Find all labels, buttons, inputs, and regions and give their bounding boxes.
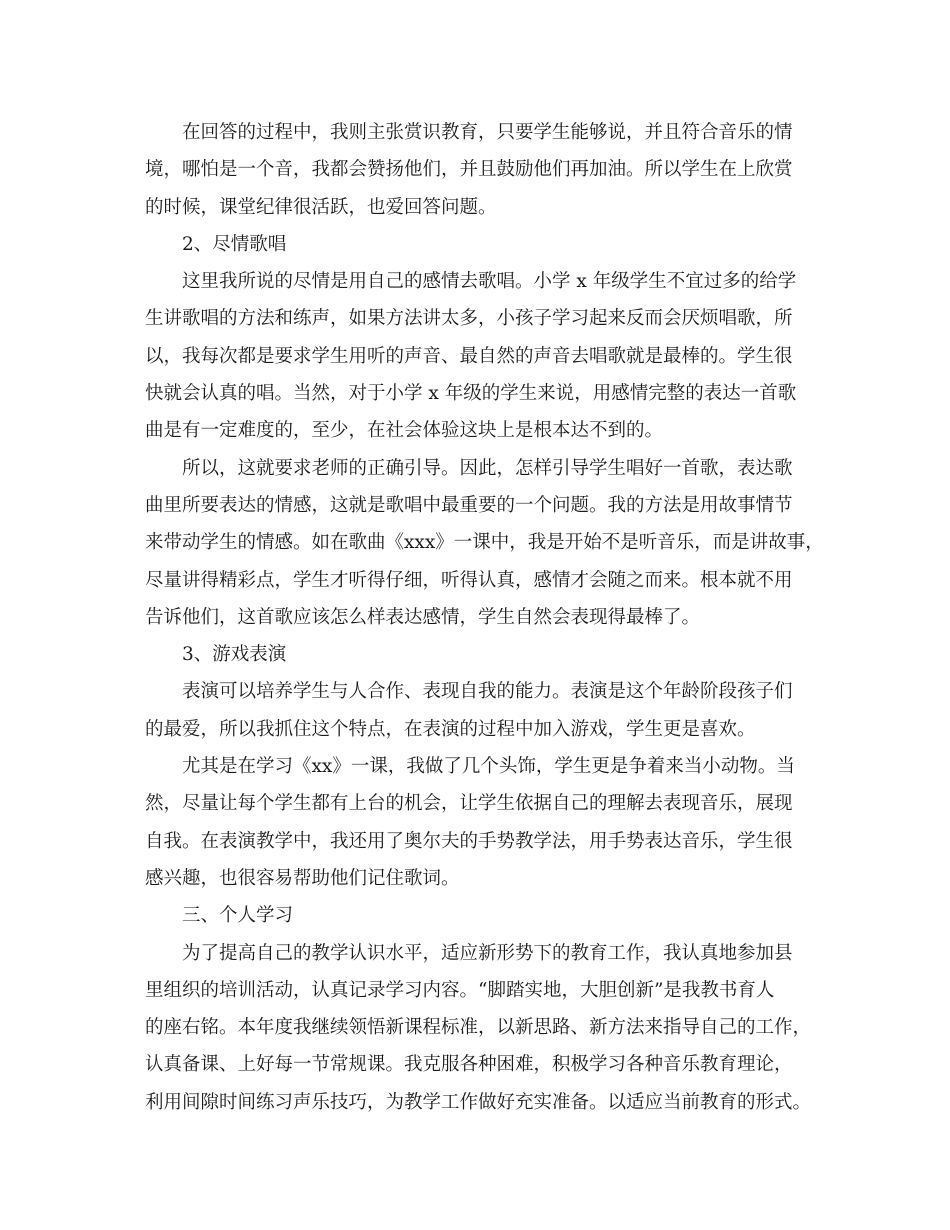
text-line: 生讲歌唱的方法和练声，如果方法讲太多，小孩子学习起来反而会厌烦唱歌，所 — [145, 308, 793, 330]
document-body — [145, 114, 824, 1121]
text-line: 的最爱，所以我抓住这个特点，在表演的过程中加入游戏，学生更是喜欢。 — [145, 718, 756, 740]
text-line: 认真备课、上好每一节常规课。我克服各种困难，积极学习各种音乐教育理论， — [145, 1054, 793, 1076]
text-line: 自我。在表演教学中，我还用了奥尔夫的手势教学法，用手势表达音乐，学生很 — [145, 830, 793, 852]
text-line: 告诉他们，这首歌应该怎么样表达感情，学生自然会表现得最棒了。 — [145, 606, 701, 628]
text-line: 以，我每次都是要求学生用听的声音、最自然的声音去唱歌就是最棒的。学生很 — [145, 345, 793, 367]
text-line: 快就会认真的唱。当然，对于小学 x 年级的学生来说，用感情完整的表达一首歌 — [145, 383, 797, 405]
text-line: 在回答的过程中，我则主张赏识教育，只要学生能够说，并且符合音乐的情 — [182, 122, 793, 143]
text-line: 来带动学生的情感。如在歌曲《xxx》一课中，我是开始不是听音乐，而是讲故事， — [145, 532, 824, 554]
text-line: 尤其是在学习《xx》一课，我做了几个头饰，学生更是争着来当小动物。当 — [182, 756, 795, 778]
text-line: 2、尽情歌唱 — [182, 233, 287, 255]
text-line: 三、个人学习 — [182, 905, 294, 927]
text-line: 这里我所说的尽情是用自己的感情去歌唱。小学 x 年级学生不宜过多的给学 — [182, 271, 797, 293]
text-line: 曲里所要表达的情感，这就是歌唱中最重要的一个问题。我的方法是用故事情节 — [145, 494, 793, 516]
text-line: 3、游戏表演 — [182, 644, 287, 666]
text-line: 曲是有一定难度的，至少，在社会体验这块上是根本达不到的。 — [145, 420, 664, 442]
text-line: 然，尽量让每个学生都有上台的机会，让学生依据自己的理解去表现音乐，展现 — [145, 793, 793, 815]
text-line: 表演可以培养学生与人合作、表现自我的能力。表演是这个年龄阶段孩子们 — [182, 681, 793, 703]
text-line: 所以，这就要求老师的正确引导。因此，怎样引导学生唱好一首歌，表达歌 — [182, 457, 793, 479]
text-line: 境，哪怕是一个音，我都会赞扬他们，并且鼓励他们再加油。所以学生在上欣赏 — [145, 159, 793, 181]
text-line: 的时候，课堂纪律很活跃，也爱回答问题。 — [145, 196, 497, 218]
text-line: 为了提高自己的教学认识水平，适应新形势下的教育工作，我认真地参加县 — [182, 942, 793, 964]
text-line: 里组织的培训活动，认真记录学习内容。“脚踏实地，大胆创新”是我教书育人 — [145, 979, 775, 1001]
text-line: 尽量讲得精彩点，学生才听得仔细，听得认真，感情才会随之而来。根本就不用 — [145, 569, 793, 591]
text-line: 的座右铭。本年度我继续领悟新课程标准，以新思路、新方法来指导自己的工作， — [145, 1017, 812, 1039]
text-line: 利用间隙时间练习声乐技巧，为教学工作做好充实准备。以适应当前教育的形式。 — [145, 1091, 812, 1113]
text-line: 感兴趣，也很容易帮助他们记住歌词。 — [145, 867, 460, 889]
